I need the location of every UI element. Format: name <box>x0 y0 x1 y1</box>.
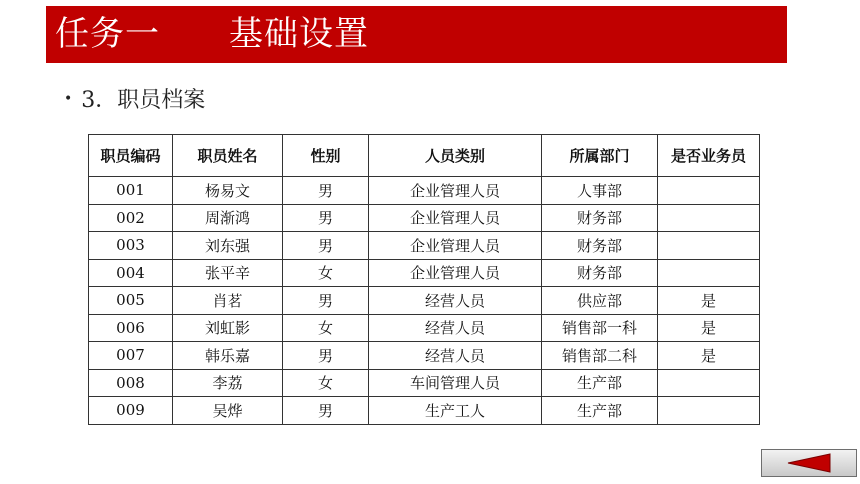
cell-category: 企业管理人员 <box>369 232 542 260</box>
cell-gender: 男 <box>283 397 369 425</box>
cell-department: 供应部 <box>542 287 658 315</box>
cell-gender: 男 <box>283 232 369 260</box>
cell-gender: 女 <box>283 259 369 287</box>
cell-name: 刘东强 <box>173 232 283 260</box>
cell-code: 004 <box>89 259 173 287</box>
cell-category: 企业管理人员 <box>369 204 542 232</box>
cell-department: 财务部 <box>542 232 658 260</box>
cell-category: 企业管理人员 <box>369 177 542 205</box>
table-row <box>89 287 760 315</box>
cell-category: 生产工人 <box>369 397 542 425</box>
cell-department: 财务部 <box>542 259 658 287</box>
cell-name: 肖茗 <box>173 287 283 315</box>
section-heading-text: 3．职员档案 <box>81 87 206 113</box>
cell-gender: 女 <box>283 369 369 397</box>
cell-department: 财务部 <box>542 204 658 232</box>
cell-salesperson <box>658 177 760 205</box>
table-row <box>89 397 760 425</box>
table-header-row <box>89 135 760 177</box>
cell-salesperson <box>658 369 760 397</box>
cell-name: 吴烨 <box>173 397 283 425</box>
cell-code: 001 <box>89 177 173 205</box>
cell-salesperson: 是 <box>658 287 760 315</box>
cell-code: 006 <box>89 314 173 342</box>
cell-gender: 男 <box>283 287 369 315</box>
table-row <box>89 369 760 397</box>
cell-salesperson <box>658 204 760 232</box>
cell-gender: 女 <box>283 314 369 342</box>
cell-category: 经营人员 <box>369 314 542 342</box>
cell-name: 刘虹影 <box>173 314 283 342</box>
back-button[interactable] <box>761 449 857 477</box>
cell-gender: 男 <box>283 342 369 370</box>
cell-code: 003 <box>89 232 173 260</box>
bullet-icon: • <box>64 91 73 107</box>
header-department: 所属部门 <box>542 135 658 177</box>
cell-category: 车间管理人员 <box>369 369 542 397</box>
header-staff-name: 职员姓名 <box>173 135 283 177</box>
cell-department: 人事部 <box>542 177 658 205</box>
cell-code: 002 <box>89 204 173 232</box>
cell-salesperson: 是 <box>658 314 760 342</box>
cell-gender: 男 <box>283 204 369 232</box>
cell-department: 生产部 <box>542 397 658 425</box>
header-staff-code: 职员编码 <box>89 135 173 177</box>
title-topic: 基础设置 <box>229 14 369 54</box>
cell-salesperson <box>658 397 760 425</box>
table-row <box>89 177 760 205</box>
left-triangle-icon <box>786 453 832 473</box>
header-is-salesperson: 是否业务员 <box>658 135 760 177</box>
cell-salesperson <box>658 232 760 260</box>
table-row <box>89 259 760 287</box>
cell-category: 企业管理人员 <box>369 259 542 287</box>
cell-code: 009 <box>89 397 173 425</box>
cell-name: 韩乐嘉 <box>173 342 283 370</box>
cell-gender: 男 <box>283 177 369 205</box>
cell-name: 李荔 <box>173 369 283 397</box>
table-row <box>89 232 760 260</box>
cell-department: 生产部 <box>542 369 658 397</box>
title-task: 任务一 <box>55 14 160 54</box>
title-bar <box>46 6 787 63</box>
cell-category: 经营人员 <box>369 287 542 315</box>
header-staff-category: 人员类别 <box>369 135 542 177</box>
header-gender: 性别 <box>283 135 369 177</box>
cell-code: 007 <box>89 342 173 370</box>
cell-code: 005 <box>89 287 173 315</box>
cell-name: 杨易文 <box>173 177 283 205</box>
cell-name: 张平辛 <box>173 259 283 287</box>
cell-department: 销售部一科 <box>542 314 658 342</box>
cell-salesperson: 是 <box>658 342 760 370</box>
table-row <box>89 314 760 342</box>
cell-name: 周渐鸿 <box>173 204 283 232</box>
table-row <box>89 342 760 370</box>
cell-salesperson <box>658 259 760 287</box>
cell-code: 008 <box>89 369 173 397</box>
cell-category: 经营人员 <box>369 342 542 370</box>
cell-department: 销售部二科 <box>542 342 658 370</box>
table-row <box>89 204 760 232</box>
staff-table <box>88 134 760 425</box>
section-heading <box>64 82 205 114</box>
